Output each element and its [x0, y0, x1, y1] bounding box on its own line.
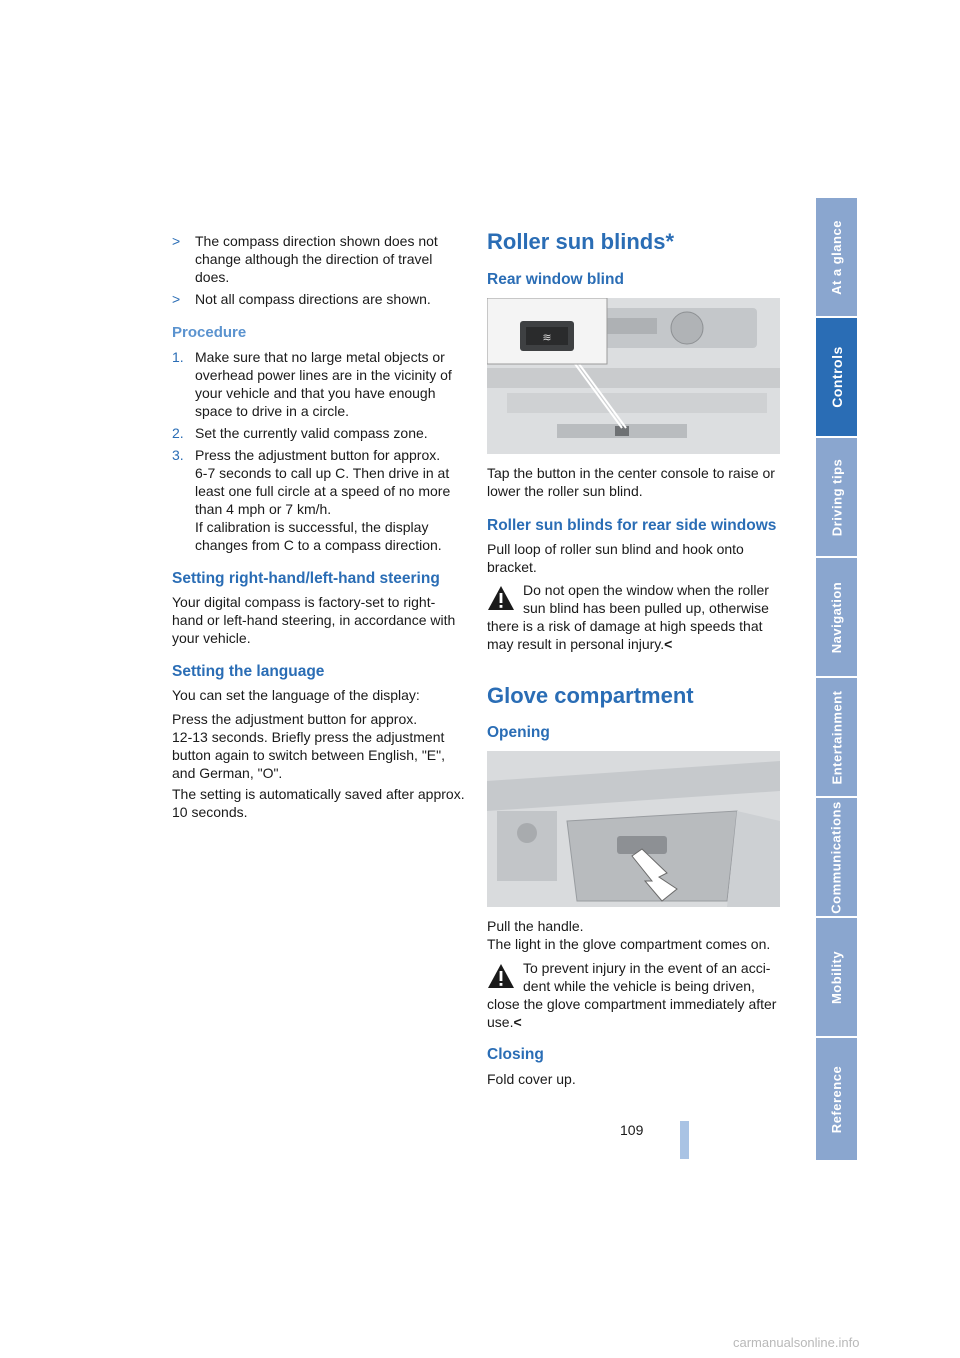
- sidebar-item-label: Driving tips: [829, 458, 845, 536]
- glove-heading: Glove compartment: [487, 683, 694, 708]
- warning-text: use.: [487, 1014, 514, 1030]
- warning-icon: [487, 585, 515, 611]
- step-line: space to drive in a circle.: [195, 403, 350, 419]
- warning-line: dent while the vehicle is being driven,: [523, 978, 755, 994]
- warning-text: may result in personal injury.: [487, 636, 665, 652]
- warning-line: Do not open the window when the roller: [523, 582, 769, 598]
- step-number: 3.: [172, 447, 184, 463]
- closing-heading: Closing: [487, 1046, 544, 1063]
- console-photo: [487, 298, 780, 454]
- text-line: Tap the button in the center console to raise or: [487, 465, 775, 481]
- text-line: 12-13 seconds. Briefly press the adjustment: [172, 729, 445, 745]
- text-line: The setting is automatically saved after approx.: [172, 786, 465, 802]
- step-number: 2.: [172, 425, 184, 441]
- language-paragraph-1: You can set the language of the display:: [172, 687, 420, 703]
- svg-text:≋: ≋: [542, 331, 552, 344]
- procedure-heading: Procedure: [172, 324, 247, 341]
- warning-line: [487, 1013, 787, 1031]
- sidebar-item-label: Navigation: [829, 581, 844, 653]
- step-line: If calibration is successful, the display: [195, 519, 429, 535]
- end-mark: <: [664, 636, 673, 652]
- step-item: [172, 348, 472, 419]
- step-line: 6-7 seconds to call up C. Then drive in at: [195, 465, 450, 481]
- text-line: Pull the handle.: [487, 918, 584, 934]
- sidebar-item-label: Reference: [829, 1065, 844, 1133]
- step-line: Make sure that no large metal objects or: [195, 349, 445, 365]
- sidebar-item-navigation[interactable]: [816, 558, 857, 676]
- step-item: [172, 446, 472, 553]
- opening-paragraph: [487, 917, 787, 953]
- text-line: your vehicle.: [172, 630, 251, 646]
- sidebar-item-mobility[interactable]: [816, 918, 857, 1036]
- glove-compartment-photo: [487, 751, 780, 907]
- sidebar-item-label: Controls: [828, 346, 845, 408]
- warning-line: To prevent injury in the event of an acci-: [523, 960, 771, 976]
- end-mark: <: [513, 1014, 522, 1030]
- warning-line: sun blind has been pulled up, otherwise: [523, 600, 769, 616]
- step-line: changes from C to a compass direction.: [195, 537, 442, 553]
- text-line: The light in the glove compartment comes on.: [487, 936, 771, 952]
- opening-heading: Opening: [487, 724, 550, 741]
- sidebar-item-label: At a glance: [829, 219, 845, 295]
- text-line: Pull loop of roller sun blind and hook onto: [487, 541, 744, 557]
- language-paragraph-2: [172, 710, 472, 782]
- rear-blind-heading: Rear window blind: [487, 271, 624, 288]
- closing-paragraph: Fold cover up.: [487, 1071, 576, 1087]
- bullet-text: The compass direction shown does not change although the direction of travel does.: [195, 233, 438, 285]
- rear-blind-paragraph: [487, 464, 787, 500]
- text-line: and German, "O".: [172, 765, 283, 781]
- bullet-marker: >: [172, 291, 181, 307]
- roller-heading: Roller sun blinds*: [487, 229, 675, 254]
- text-line: lower the roller sun blind.: [487, 483, 643, 499]
- sidebar-item-entertainment[interactable]: [816, 678, 857, 796]
- warning-line: close the glove compartment immediately after: [487, 996, 777, 1012]
- step-line: Set the currently valid compass zone.: [195, 425, 428, 441]
- page-number: 109: [620, 1122, 644, 1138]
- sidebar-item-communications[interactable]: [816, 798, 857, 916]
- warning-line: [487, 635, 787, 653]
- page-marker-bar: [680, 1121, 689, 1159]
- text-line: Your digital compass is factory-set to right-: [172, 594, 436, 610]
- steering-paragraph: [172, 593, 472, 647]
- language-heading: Setting the language: [172, 663, 325, 680]
- text-line: hand or left-hand steering, in accordance with: [172, 612, 456, 628]
- glove-compartment-illustration: [487, 751, 780, 907]
- warning-line: there is a risk of damage at high speeds that: [487, 618, 763, 634]
- step-item: [172, 424, 472, 442]
- bullet-item: [172, 232, 467, 285]
- step-number: 1.: [172, 349, 184, 365]
- text-line: Press the adjustment button for approx.: [172, 711, 418, 727]
- text-line: button again to switch between English, "E",: [172, 747, 445, 763]
- side-blind-paragraph: [487, 540, 787, 576]
- sidebar-item-label: Mobility: [829, 950, 845, 1004]
- step-line: your vehicle and that you have enough: [195, 385, 436, 401]
- step-line: than 4 mph or 7 km/h.: [195, 501, 332, 517]
- sidebar-item-reference[interactable]: [816, 1038, 857, 1160]
- text-line: bracket.: [487, 559, 537, 575]
- sidebar-item-at-a-glance[interactable]: [816, 198, 857, 316]
- side-blind-heading: Roller sun blinds for rear side windows: [487, 517, 777, 534]
- bullet-text: Not all compass directions are shown.: [195, 291, 431, 307]
- language-paragraph-3: [172, 785, 472, 821]
- sidebar-item-driving-tips[interactable]: [816, 438, 857, 556]
- step-line: overhead power lines are in the vicinity of: [195, 367, 452, 383]
- text-line: 10 seconds.: [172, 804, 248, 820]
- step-line: Press the adjustment button for approx.: [195, 447, 441, 463]
- step-line: least one full circle at a speed of no more: [195, 483, 451, 499]
- steering-heading: Setting right-hand/left-hand steering: [172, 570, 440, 587]
- bullet-item: [172, 290, 467, 308]
- sidebar-item-controls[interactable]: [816, 318, 857, 436]
- footer-watermark: carmanualsonline.info: [733, 1335, 860, 1350]
- bullet-marker: >: [172, 233, 181, 249]
- sidebar-item-label: Communications: [829, 800, 844, 914]
- warning-icon: [487, 963, 515, 989]
- sidebar-item-label: Entertainment: [829, 690, 844, 784]
- console-illustration: [487, 298, 780, 454]
